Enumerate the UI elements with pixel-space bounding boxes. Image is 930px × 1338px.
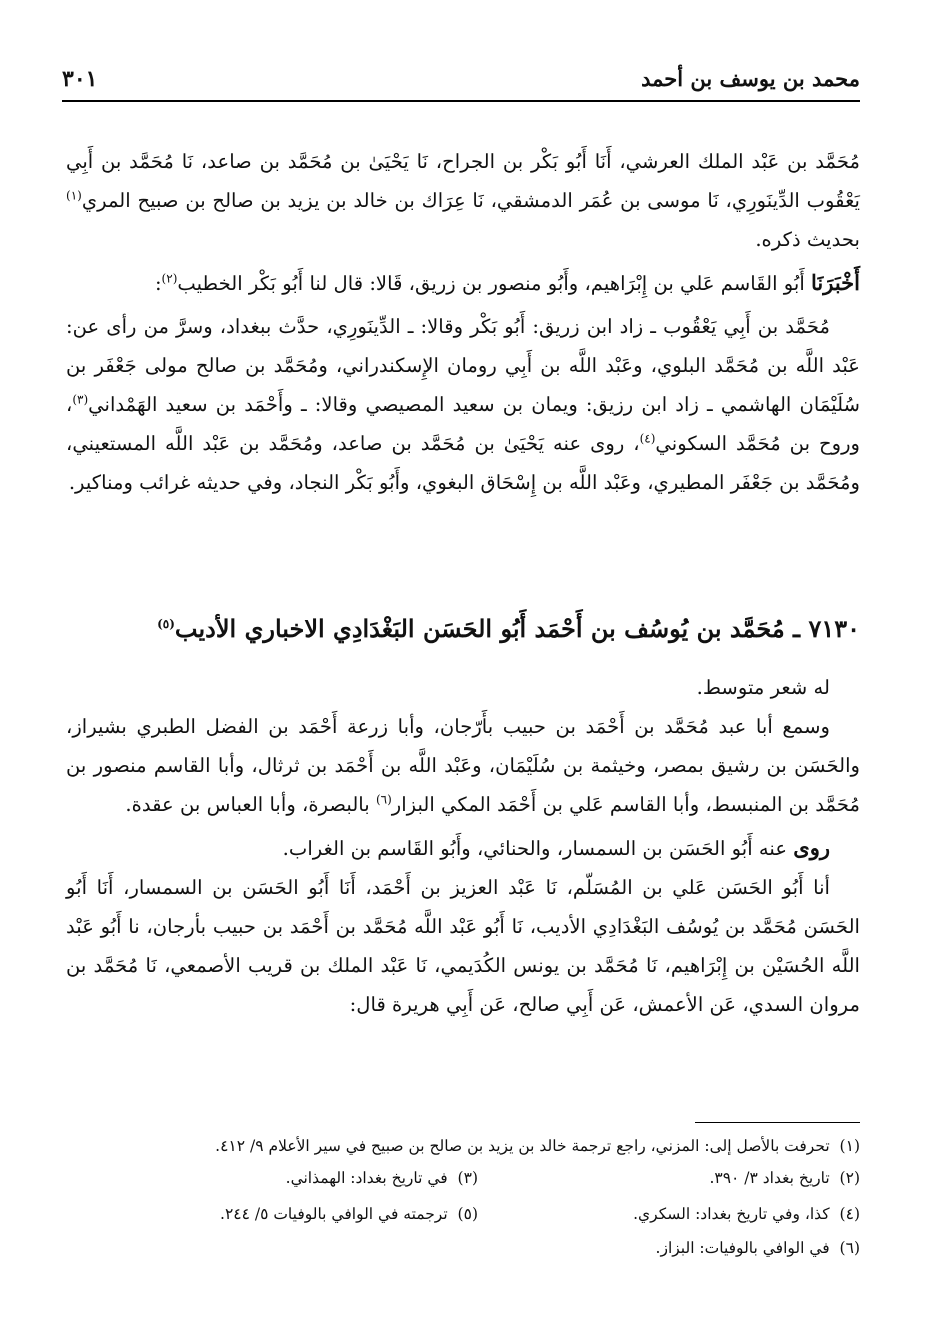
footnote-6-text: في الوافي بالوفيات: البزاز.: [655, 1239, 830, 1257]
paragraph-3: [66, 307, 860, 502]
paragraph-2: [66, 263, 860, 303]
footnote-ref-6: (٦): [375, 792, 392, 807]
footnote-1: [215, 1132, 860, 1160]
footnote-ref-5: (٥): [157, 617, 175, 631]
footnote-6: [656, 1234, 860, 1262]
footnote-3-text: في تاريخ بغداد: الهمذاني.: [285, 1169, 448, 1187]
akhbarana-lead: أَخْبَرَنَا: [811, 270, 860, 295]
footnote-4: [633, 1200, 860, 1228]
paragraph-3-text: مُحَمَّد بن أَبِي يَعْقُوب ـ زاد ابن زريق: أَبُو بَكْر وقالا: ـ الدِّينَورِي، حدَّث ببغداد، وسرَّ من رأى عن: عَبْد اللَّه بن مُحَمَّد البلوي، وعَبْد اللَّه بن أَبِي رومان الإِسكندراني، ومُحَمَّد بن صالح مولى جَعْفَر بن سُلَيْمَان الهاشمي ـ زاد ابن رزيق: ويمان بن سعيد المصيصي وقالا: ـ وأَحْمَد بن سعيد الهَمْداني: [66, 315, 860, 416]
entry-heading: [66, 614, 860, 660]
paragraph-5-end: بالبصرة، وأبا العباس بن عقدة.: [125, 793, 376, 816]
paragraph-5-text: وسمع أبا عبد مُحَمَّد بن أَحْمَد بن حبيب بأَرّجان، وأبا زرعة أَحْمَد بن الفضل الطبري بشيراز، والحَسَن بن رشيق بمصر، وخيثمة بن سُلَيْمَان، وعَبْد اللَّه بن أَحْمَد بن ثرثال، وأبا القاسم منصور بن مُحَمَّد بن المنبسط، وأبا القاسم عَلي بن أَحْمَد المكي البزار: [66, 715, 860, 816]
paragraph-2-end: :: [154, 272, 162, 295]
entry-heading-text: ٧١٣٠ ـ مُحَمَّد بن يُوسُف بن أَحْمَد أَبُو الحَسَن البَغْدَادِي الاخباري الأديب: [174, 614, 860, 643]
paragraph-7: أنا أَبُو الحَسَن عَلي بن المُسَلّم، نَا عَبْد العزيز بن أَحْمَد، أَنَا أَبُو الحَسَن بن السمسار، أَنَا أَبُو الحَسَن مُحَمَّد بن يُوسُف البَغْدَادِي الأديب، نَا أَبُو عَبْد اللَّه مُحَمَّد بن أَحْمَد بن حبيب بأرجان، نا أَبُو عَبْد اللَّه الحُسَيْن بن إِبْرَاهيم، نَا مُحَمَّد بن يونس الكُدَيمي، نَا عَبْد الملك بن قريب الأصمعي، نَا مُحَمَّد بن مروان السدي، عَن الأعمش، عَن أَبِي صالح، عَن أَبِي هريرة قال:: [66, 876, 860, 1016]
paragraph-3-mid: ، وروح بن مُحَمَّد السكوني: [66, 393, 861, 455]
footnote-3-number: (٣): [457, 1169, 478, 1187]
paragraph-2-text: أَبُو القَاسم عَلي بن إِبْرَاهيم، وأَبُو منصور بن زريق، قَالا: قال لنا أَبُو بَكْر الخطيب: [177, 272, 812, 295]
header-rule: [62, 100, 860, 102]
text-block-2: [66, 668, 860, 1024]
paragraph-3-end: ، روى عنه يَحْيَىٰ بن مُحَمَّد بن صاعد، ومُحَمَّد بن عَبْد اللَّه المستعيني، ومُحَمَّد بن جَعْفَر المطيري، وعَبْد اللَّه بن إِسْحَاق البغوي، وأَبُو بَكْر النجاد، وفي حديثه غرائب ومناكير.: [66, 432, 860, 494]
footnote-5-text: ترجمته في الوافي بالوفيات ٥/ ٢٤٤.: [220, 1205, 448, 1223]
paragraph-1-end: بحديث ذكره.: [755, 228, 860, 251]
page-number: ٣٠١: [62, 66, 98, 92]
footnote-5: [220, 1200, 478, 1228]
footnote-1-text: تحرفت بالأصل إلى: المزني، راجع ترجمة خالد بن يزيد بن صالح بن صبيح في سير الأعلام ٩/ ٤١٢.: [215, 1137, 830, 1155]
footnote-6-number: (٦): [839, 1239, 860, 1257]
footnote-1-number: (١): [839, 1137, 860, 1155]
footnote-4-text: كذا، وفي تاريخ بغداد: السكري.: [633, 1205, 830, 1223]
footnote-ref-4: (٤): [639, 431, 656, 446]
paragraph-6: [66, 828, 860, 868]
text-block-1: [66, 142, 860, 502]
footnote-4-number: (٤): [839, 1205, 860, 1223]
footnote-2-text: تاريخ بغداد ٣/ ٣٩٠.: [709, 1169, 830, 1187]
paragraph-1: [66, 142, 860, 259]
footnote-rule: [695, 1122, 860, 1123]
paragraph-6-text: عنه أَبُو الحَسَن بن السمسار، والحنائي، وأَبُو القَاسم بن الغراب.: [282, 837, 794, 860]
paragraph-4: له شعر متوسط.: [696, 676, 830, 699]
running-header: [62, 66, 860, 100]
rawa-lead: روى: [793, 835, 830, 860]
footnote-5-number: (٥): [457, 1205, 478, 1223]
footnote-3: [286, 1164, 478, 1192]
footnote-ref-2: (٢): [161, 271, 178, 286]
paragraph-5: [66, 707, 860, 824]
paragraph-1-text: مُحَمَّد بن عَبْد الملك العرشي، أَنَا أَبُو بَكْر بن الجراح، نَا يَحْيَىٰ بن مُحَمَّد بن صاعد، نَا مُحَمَّد بن أَبِي يَعْقُوب الدِّينَورِي، نَا موسى بن عُمَر الدمشقي، نَا عِرَاك بن خالد بن يزيد بن صالح بن صبيح المري: [66, 150, 860, 212]
footnote-ref-3: (٣): [72, 392, 89, 407]
footnote-2: [709, 1164, 860, 1192]
footnote-ref-1: (١): [66, 188, 82, 203]
footnote-2-number: (٢): [839, 1169, 860, 1187]
running-title: محمد بن يوسف بن أحمد: [641, 66, 860, 91]
